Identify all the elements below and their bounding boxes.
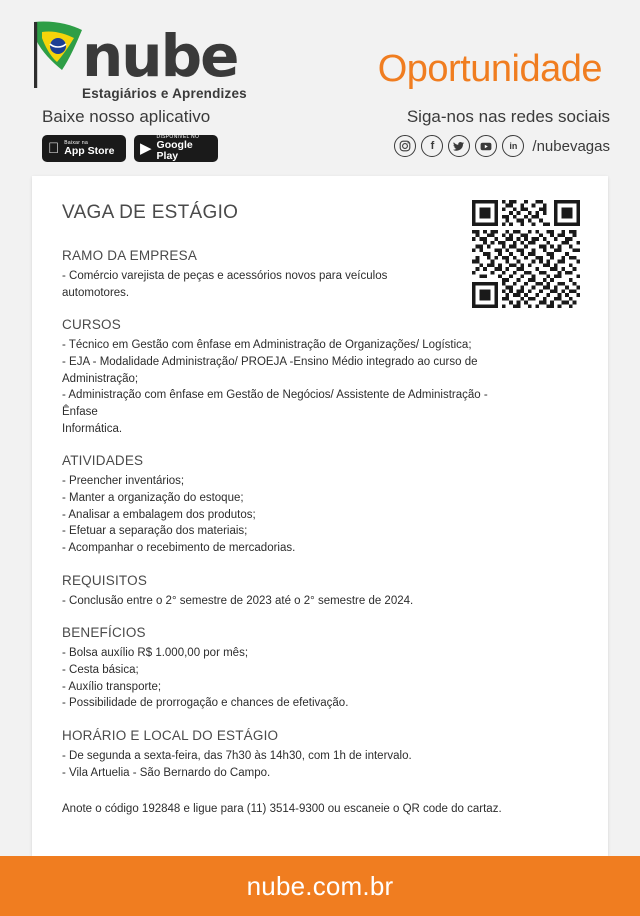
section-line: - Efetuar a separação dos materiais; [62, 525, 248, 538]
social-title: Siga-nos nas redes sociais [406, 107, 610, 127]
section-ramo-da-empresa [62, 248, 522, 301]
section-title: HORÁRIO E LOCAL DO ESTÁGIO [62, 728, 279, 744]
section-line: - EJA - Modalidade Administração/ PROEJA -Ensino Médio integrado ao curso de Administração; [62, 356, 478, 385]
section-line: - Auxílio transporte; [62, 680, 162, 693]
section-line: - Acompanhar o recebimento de mercadorias. [62, 542, 296, 555]
linkedin-icon[interactable]: in [502, 135, 524, 157]
app-store-small: Baixar na [53, 139, 77, 146]
section-line: - Analisar a embalagem dos produtos; [62, 508, 256, 521]
job-card-body [32, 176, 608, 815]
section-line: - Manter a organização do estoque; [62, 492, 244, 505]
social-handle: /nubevagas [532, 137, 610, 155]
section-title: RAMO DA EMPRESA [62, 248, 198, 263]
section-line: automotores. [62, 286, 130, 299]
job-card [32, 176, 608, 856]
brand-lockup [30, 14, 247, 101]
section-line: - Vila Artuelia - São Bernardo do Campo. [62, 766, 271, 779]
social-icons [394, 135, 610, 157]
footer-bar [0, 856, 640, 916]
section-line: - Cesta básica; [62, 664, 139, 677]
app-download-block [42, 107, 297, 162]
section-line: - Comércio varejista de peças e acessórios novos para veículos [62, 270, 388, 282]
app-store-big: App Store [53, 144, 104, 157]
section-atividades [62, 453, 522, 556]
section-line: - Possibilidade de prorrogação e chances de efetivação. [62, 697, 349, 710]
logo-wordmark: nube [82, 22, 238, 90]
apple-icon [48, 141, 59, 156]
brazil-flag-icon [30, 18, 86, 90]
section-cursos [62, 317, 522, 437]
section-horario-e-local [62, 728, 522, 781]
section-line: - Bolsa auxílio R$ 1.000,00 por mês; [62, 647, 249, 660]
social-block [394, 107, 610, 157]
section-requisitos [62, 573, 522, 610]
section-line: - Administração com ênfase em Gestão de Negócios/ Assistente de Administração - Ênfase [62, 389, 488, 419]
section-line: - Conclusão entre o 2° semestre de 2023 até o 2° semestre de 2024. [62, 594, 414, 607]
store-badges [42, 135, 297, 162]
logo-tagline: Estagiários e Aprendizes [82, 86, 247, 102]
app-download-title: Baixe nosso aplicativo [42, 107, 211, 127]
section-title: CURSOS [62, 317, 121, 333]
facebook-icon[interactable]: f [421, 135, 443, 157]
youtube-icon[interactable] [475, 135, 497, 157]
app-store-badge[interactable] [42, 135, 126, 162]
section-title: ATIVIDADES [62, 453, 144, 469]
opportunity-title: Oportunidade [377, 48, 602, 90]
section-line: - Preencher inventários; [62, 475, 185, 488]
qr-code[interactable] [472, 200, 580, 308]
code-note: Anote o código 192848 e ligue para (11) 3514-9300 ou escaneie o QR code do cartaz. [62, 803, 502, 816]
nube-logo [82, 22, 247, 102]
section-beneficios [62, 625, 522, 712]
instagram-icon[interactable] [394, 135, 416, 157]
section-line: Informática. [62, 422, 123, 435]
website-url[interactable]: nube.com.br [246, 870, 394, 901]
section-title: REQUISITOS [62, 572, 148, 588]
section-title: BENEFÍCIOS [62, 625, 146, 641]
section-line: - De segunda a sexta-feira, das 7h30 às 14h30, com 1h de intervalo. [62, 750, 412, 763]
google-play-small: DISPONÍVEL NO [156, 134, 200, 141]
google-play-badge[interactable] [134, 135, 218, 162]
subheader [0, 101, 640, 162]
header [0, 0, 640, 101]
google-play-big: Google Play [156, 139, 193, 163]
section-line: - Técnico em Gestão com ênfase em Administração de Organizações/ Logística; [62, 339, 472, 352]
play-icon: ▶ [140, 140, 152, 158]
page-title: VAGA DE ESTÁGIO [62, 202, 239, 223]
twitter-icon[interactable] [448, 135, 470, 157]
